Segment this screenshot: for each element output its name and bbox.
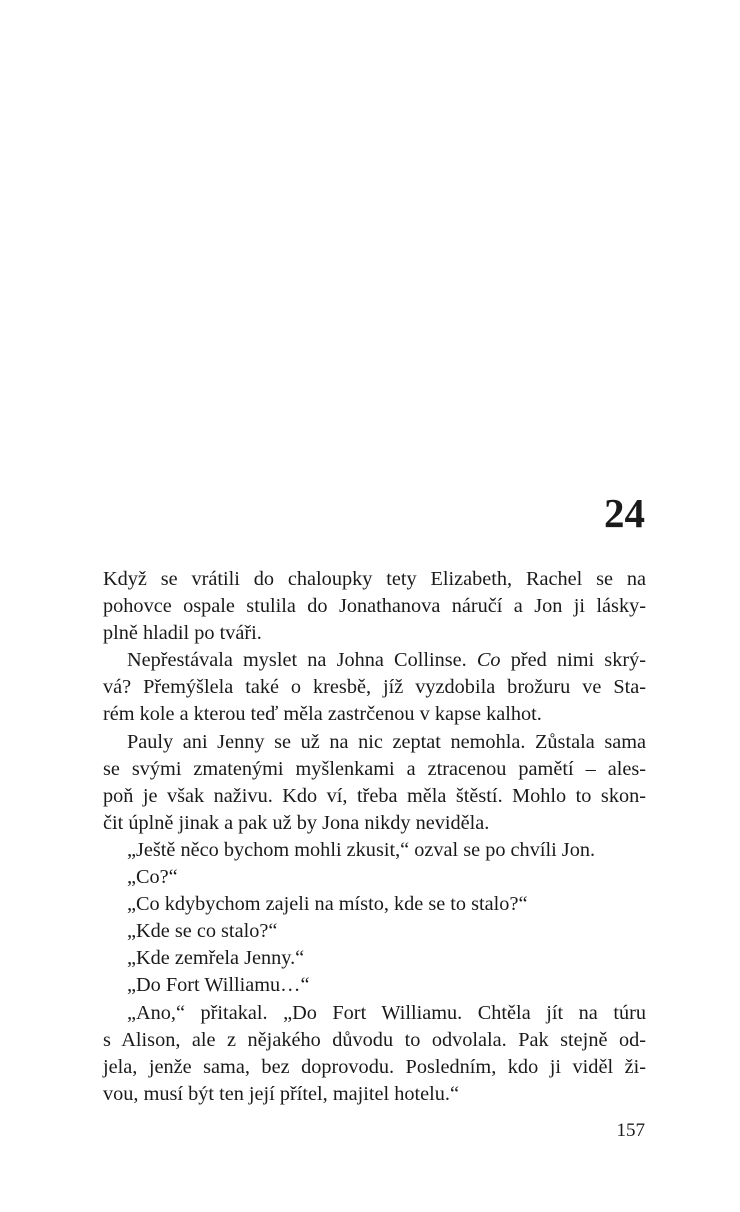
text-segment: Nepřestávala myslet na Johna Collinse. [127,649,467,672]
paragraph [103,918,646,945]
text-line: „Co kdybychom zajeli na místo, kde se to stalo?“ [127,893,528,916]
paragraph [103,972,646,999]
text-line: Pauly ani Jenny se už na nic zeptat nemohla. Zůstala sama [127,730,646,753]
chapter-number: 24 [604,490,645,536]
paragraph [103,864,646,891]
text-line: plně hladil po tváři. [103,622,262,645]
text-line: Když se vrátili do chaloupky tety Elizabeth, Rachel se na [103,568,646,590]
paragraph [103,945,646,972]
text-line: pohovce ospale stulila do Jonathanova náručí a Jon ji lásky- [103,595,646,618]
text-line: „Do Fort Williamu…“ [127,974,310,997]
text-line: vá? Přemýšlela také o kresbě, jíž vyzdobila brožuru ve Sta- [103,676,646,699]
text-line: jela, jenže sama, bez doprovodu. Posledním, kdo ji viděl ži- [103,1055,646,1078]
text-line: „Kde zemřela Jenny.“ [127,947,305,970]
italic-word: Co [476,649,501,672]
paragraph [103,566,646,647]
text-line: čit úplně jinak a pak už by Jona nikdy neviděla. [103,811,490,834]
text-line: rém kole a kterou teď měla zastrčenou v kapse kalhot. [103,703,542,726]
text-line: vou, musí být ten její přítel, majitel hotelu.“ [103,1082,459,1105]
text-line: „Ano,“ přitakal. „Do Fort Williamu. Chtěla jít na túru [127,1001,646,1024]
text-line: „Co?“ [127,866,178,889]
text-line: „Kde se co stalo?“ [127,920,278,943]
text-line: „Ještě něco bychom mohli zkusit,“ ozval se po chvíli Jon. [127,838,596,861]
text-line: s Alison, ale z nějakého důvodu to odvolala. Pak stejně od- [103,1028,646,1051]
paragraph [103,837,646,864]
paragraph [103,891,646,918]
paragraph [103,1000,646,1108]
paragraph [103,729,646,837]
page-number: 157 [616,1120,645,1141]
chapter-text [103,566,646,1108]
text-line: poň je však naživu. Kdo ví, třeba měla štěstí. Mohlo to skon- [103,784,646,807]
text-line: se svými zmatenými myšlenkami a ztracenou pamětí – ales- [103,757,646,780]
text-line [103,647,646,674]
text-segment: před nimi skrý- [510,649,646,672]
paragraph [103,647,646,728]
